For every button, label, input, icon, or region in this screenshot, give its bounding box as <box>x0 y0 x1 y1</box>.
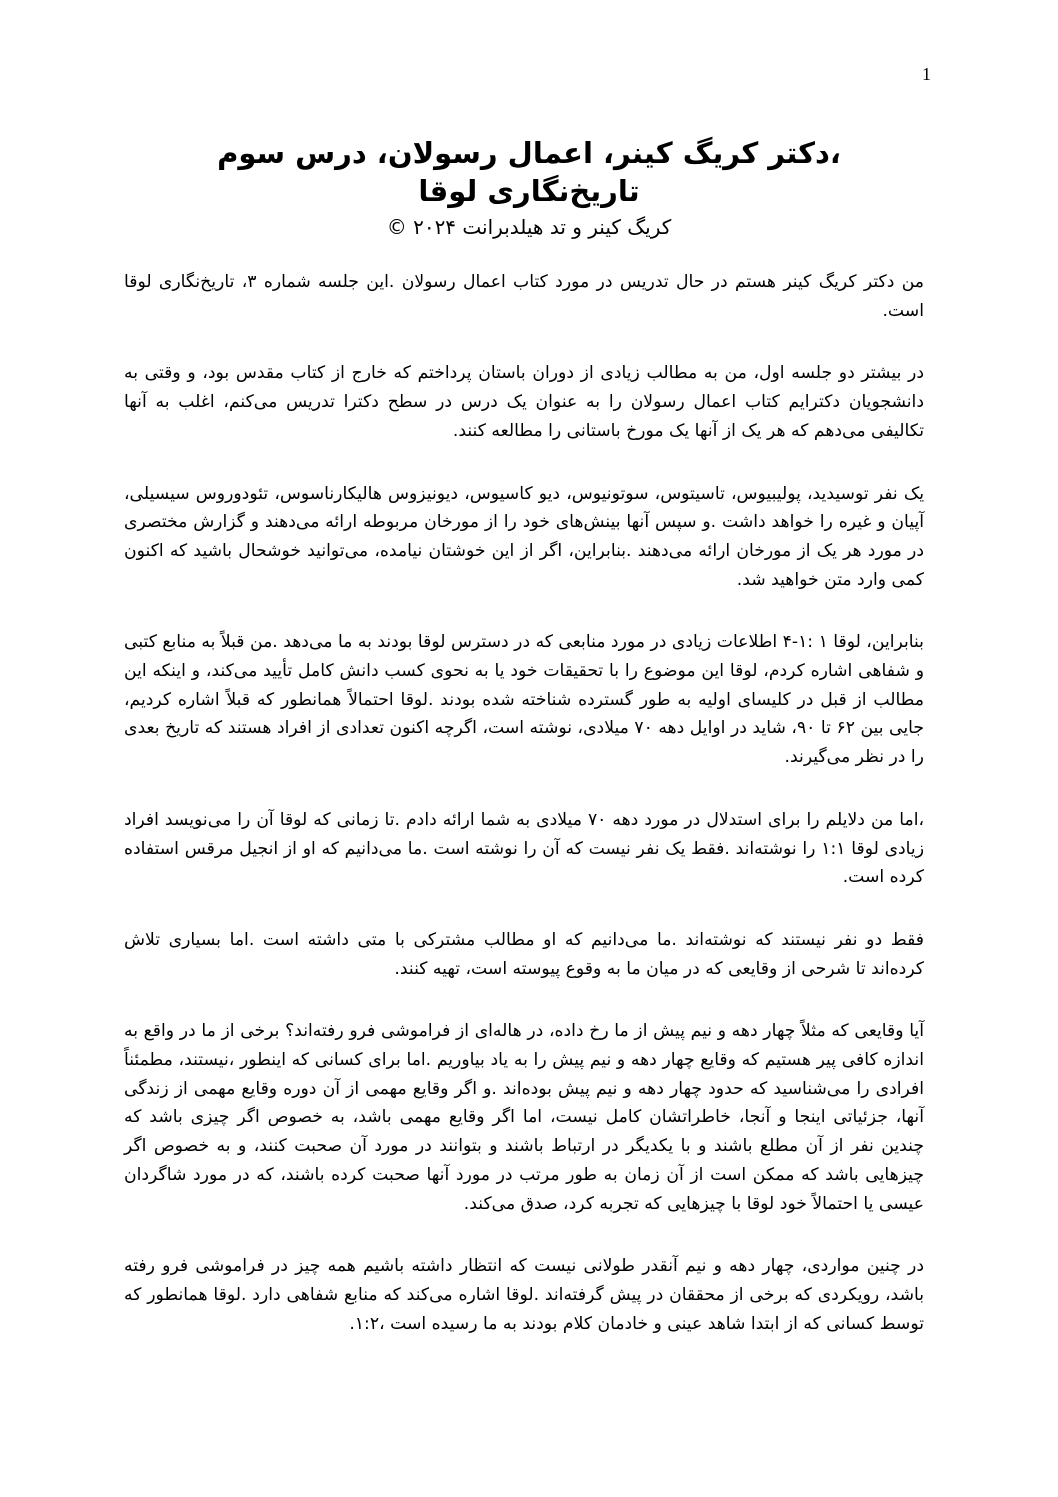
paragraph: فقط دو نفر نیستند که نوشته‌اند .ما می‌دانیم که او مطالب مشترکی با متی داشته است .اما بسیاری تلاش کرده‌اند تا شرحی از وقایعی که در میان ما به وقوع پیوسته است، تهیه کنند. <box>124 929 924 979</box>
paragraph: در چنین مواردی، چهار دهه و نیم آنقدر طولانی نیست که انتظار داشته باشیم همه چیز در فراموشی فرو رفته باشد، رویکردی که برخی از محققان در پیش گرفته‌اند .لوقا اشاره می‌کند که منابع شفاهی دارد .لوقا همانطور که توسط کسانی که از ابتدا شاهد عینی و خادمان کلام بودند به ما رسیده است ،۱:۲. <box>124 1256 924 1334</box>
paragraph: یک نفر توسیدید، پولیبیوس، تاسیتوس، سوتونیوس، دیو کاسیوس، دیونیزوس هالیکارناسوس، تئودوروس سیسیلی، آپیان و غیره را خواهد داشت .و سپس آنها بینش‌های خود را از مورخان مربوطه ارائه می‌دهند و گزارش مختصری در مورد هر یک از مورخان ارائه می‌دهند .بنابراین، اگر از این خوشتان نیامده، می‌توانید خوشحال باشید که اکنون کمی وارد متن خواهید شد. <box>124 483 924 590</box>
paragraph: آیا وقایعی که مثلاً چهار دهه و نیم پیش از ما رخ داده، در هاله‌ای از فراموشی فرو رفته‌اند؟ برخی از ما در واقع به اندازه کافی پیر هستیم که وقایع چهار دهه و نیم پیش را به یاد بیاوریم .اما برای کسانی که اینطور ،نیستند، مطمئناً افرادی را می‌شناسید که حدود چهار دهه و نیم پیش بوده‌اند .و اگر وقایع مهمی از آن دوره وقایع مهمی از زندگی آنها، جزئیاتی اینجا و آنجا، خاطراتشان کامل نیست، اما اگر وقایع مهمی باشد، به خصوص اگر چیزی باشد که چندین نفر از آن مطلع باشند و با یکدیگر در ارتباط باشند و بتوانند در مورد آن صحبت کنند، و به خصوص اگر چیزهایی باشد که ممکن است از آن زمان به طور مرتب در مورد آنها صحبت کرده باشند، که در مورد شاگردان عیسی یا احتمالاً خود لوقا با چیزهایی که تجربه کرد، صدق می‌کند. <box>124 1021 924 1214</box>
paragraph: در بیشتر دو جلسه اول، من به مطالب زیادی از دوران باستان پرداختم که خارج از کتاب مقدس بود، و وقتی به دانشجویان دکترایم کتاب اعمال رسولان را به عنوان یک درس در سطح دکترا تدریس می‌کنم، اغلب به آنها تکالیفی می‌دهم که هر یک از آنها یک مورخ باستانی را مطالعه کنند. <box>124 363 924 441</box>
paragraph: من دکتر کریگ کینر هستم در حال تدریس در مورد کتاب اعمال رسولان .این جلسه شماره ۳، تاریخ‌نگاری لوقا است. <box>124 272 924 321</box>
page-number: 1 <box>922 64 931 84</box>
document-body <box>124 268 924 1372</box>
paragraph: ،اما من دلایلم را برای استدلال در مورد دهه ۷۰ میلادی به شما ارائه دادم .تا زمانی که لوقا آن را می‌نویسد افراد زیادی لوقا ۱:۱ را نوشته‌اند .فقط یک نفر نیست که آن را نوشته است .ما می‌دانیم که او از انجیل مرقس استفاده کرده است. <box>124 809 925 888</box>
document-subtitle: تاریخ‌نگاری لوقا <box>418 174 640 208</box>
copyright-byline: کریگ کینر و تد هیلدبرانت ۲۰۲۴ © <box>386 215 672 239</box>
paragraph: بنابراین، لوقا ۱ :۱-۴ اطلاعات زیادی در مورد منابعی که در دسترس لوقا بودند به ما می‌دهد .من قبلاً به منابع کتبی و شفاهی اشاره کردم، لوقا این موضوع را با تحقیقات خود یا به نحوی کسب دانش کامل تأیید می‌کند، و اینکه این مطالب از قبل در کلیسای اولیه به طور گسترده شناخته شده بودند .لوقا احتمالاً همانطور که قبلاً اشاره کردیم، جایی بین ۶۲ تا ۹۰، شاید در اوایل دهه ۷۰ میلادی، نوشته است، اگرچه اکنون تعدادی از افراد هستند که تاریخ بعدی را در نظر می‌گیرند. <box>124 632 924 768</box>
document-title: ،دکتر کریگ کینر، اعمال رسولان، درس سوم <box>217 136 841 170</box>
document-header <box>0 134 1058 244</box>
